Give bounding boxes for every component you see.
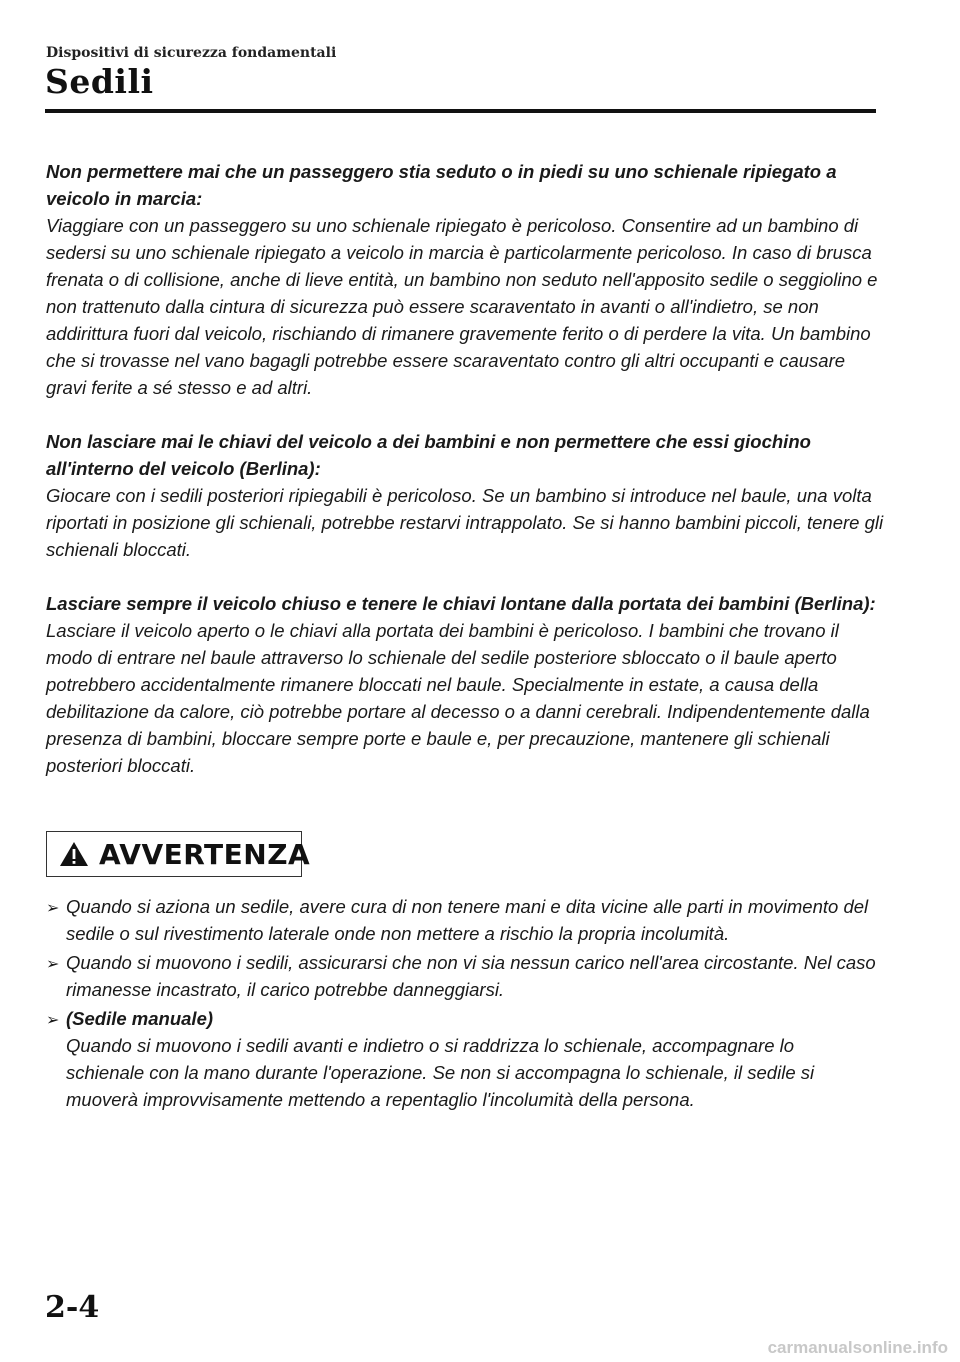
warning-block xyxy=(46,158,886,401)
caution-list xyxy=(46,893,876,1115)
warnings-content xyxy=(46,158,886,806)
warning-triangle-icon xyxy=(59,841,89,867)
caution-item-text: Quando si muovono i sedili, assicurarsi che non vi sia nessun carico nell'area circostante. Nel caso rimanesse incastrato, il carico potrebbe danneggiarsi. xyxy=(66,952,876,1000)
arrow-bullet-icon: ➢ xyxy=(46,954,60,973)
warning-heading: Non lasciare mai le chiavi del veicolo a dei bambini e non permettere che essi giochino all'interno del veicolo (Berlina): xyxy=(46,431,811,479)
section-label: Dispositivi di sicurezza fondamentali xyxy=(46,45,337,61)
warning-heading: Lasciare sempre il veicolo chiuso e tenere le chiavi lontane dalla portata dei bambini (Berlina): xyxy=(46,593,876,614)
caution-item-text: Quando si aziona un sedile, avere cura di non tenere mani e dita vicine alle parti in movimento del sedile o sul rivestimento laterale onde non mettere a rischio la propria incolumità. xyxy=(66,896,869,944)
watermark: carmanualsonline.info xyxy=(767,1338,948,1357)
caution-item-text: Quando si muovono i sedili avanti e indietro o si raddrizza lo schienale, accompagnare lo schienale con la mano durante l'operazione. Se non si accompagna lo schienale, il sedile si muoverà improvvisamente mettendo a repentaglio l'incolumità della persona. xyxy=(66,1035,815,1110)
page-number: 2-4 xyxy=(45,1290,100,1325)
warning-block xyxy=(46,428,886,563)
warning-body: Giocare con i sedili posteriori ripiegabili è pericoloso. Se un bambino si introduce nel baule, una volta riportati in posizione gli schienali, potrebbe restarvi intrappolato. Se si hanno bambini piccoli, tenere gli schienali bloccati. xyxy=(46,485,884,560)
arrow-bullet-icon: ➢ xyxy=(46,1010,60,1029)
caution-label: AVVERTENZA xyxy=(99,837,311,871)
list-item xyxy=(46,1005,876,1113)
list-item xyxy=(46,893,876,947)
list-item xyxy=(46,949,876,1003)
caution-box xyxy=(46,831,311,877)
header-divider xyxy=(45,109,876,113)
warning-body: Viaggiare con un passeggero su uno schienale ripiegato è pericoloso. Consentire ad un bambino di sedersi su uno schienale ripiegato a veicolo in marcia è particolarmente pericoloso. In caso di brusca frenata o di collisione, anche di lieve entità, un bambino non seduto nell'apposito sedile o seggiolino e non trattenuto dalla cintura di sicurezza può essere scaraventato in avanti o all'indietro, se non addirittura fuori dal veicolo, rischiando di rimanere gravemente ferito o di perdere la vita. Un bambino che si trovasse nel vano bagagli potrebbe essere scaraventato contro gli altri occupanti e causare gravi ferite a sé stesso e ad altri. xyxy=(46,215,878,398)
page-title: Sedili xyxy=(45,62,154,101)
warning-heading: Non permettere mai che un passeggero stia seduto o in piedi su uno schienale ripiegato a veicolo in marcia: xyxy=(46,161,837,209)
arrow-bullet-icon: ➢ xyxy=(46,898,60,917)
caution-item-heading: (Sedile manuale) xyxy=(66,1008,214,1029)
warning-block xyxy=(46,590,886,779)
warning-body: Lasciare il veicolo aperto o le chiavi alla portata dei bambini è pericoloso. I bambini che trovano il modo di entrare nel baule attraverso lo schienale del sedile posteriore sbloccato o il baule aperto potrebbero accidentalmente rimanere bloccati nel baule. Specialmente in estate, a causa della debilitazione da calore, ciò potrebbe portare al decesso o a danni cerebrali. Indipendentemente dalla presenza di bambini, bloccare sempre porte e baule e, per precauzione, mantenere gli schienali posteriori bloccati. xyxy=(46,620,870,776)
